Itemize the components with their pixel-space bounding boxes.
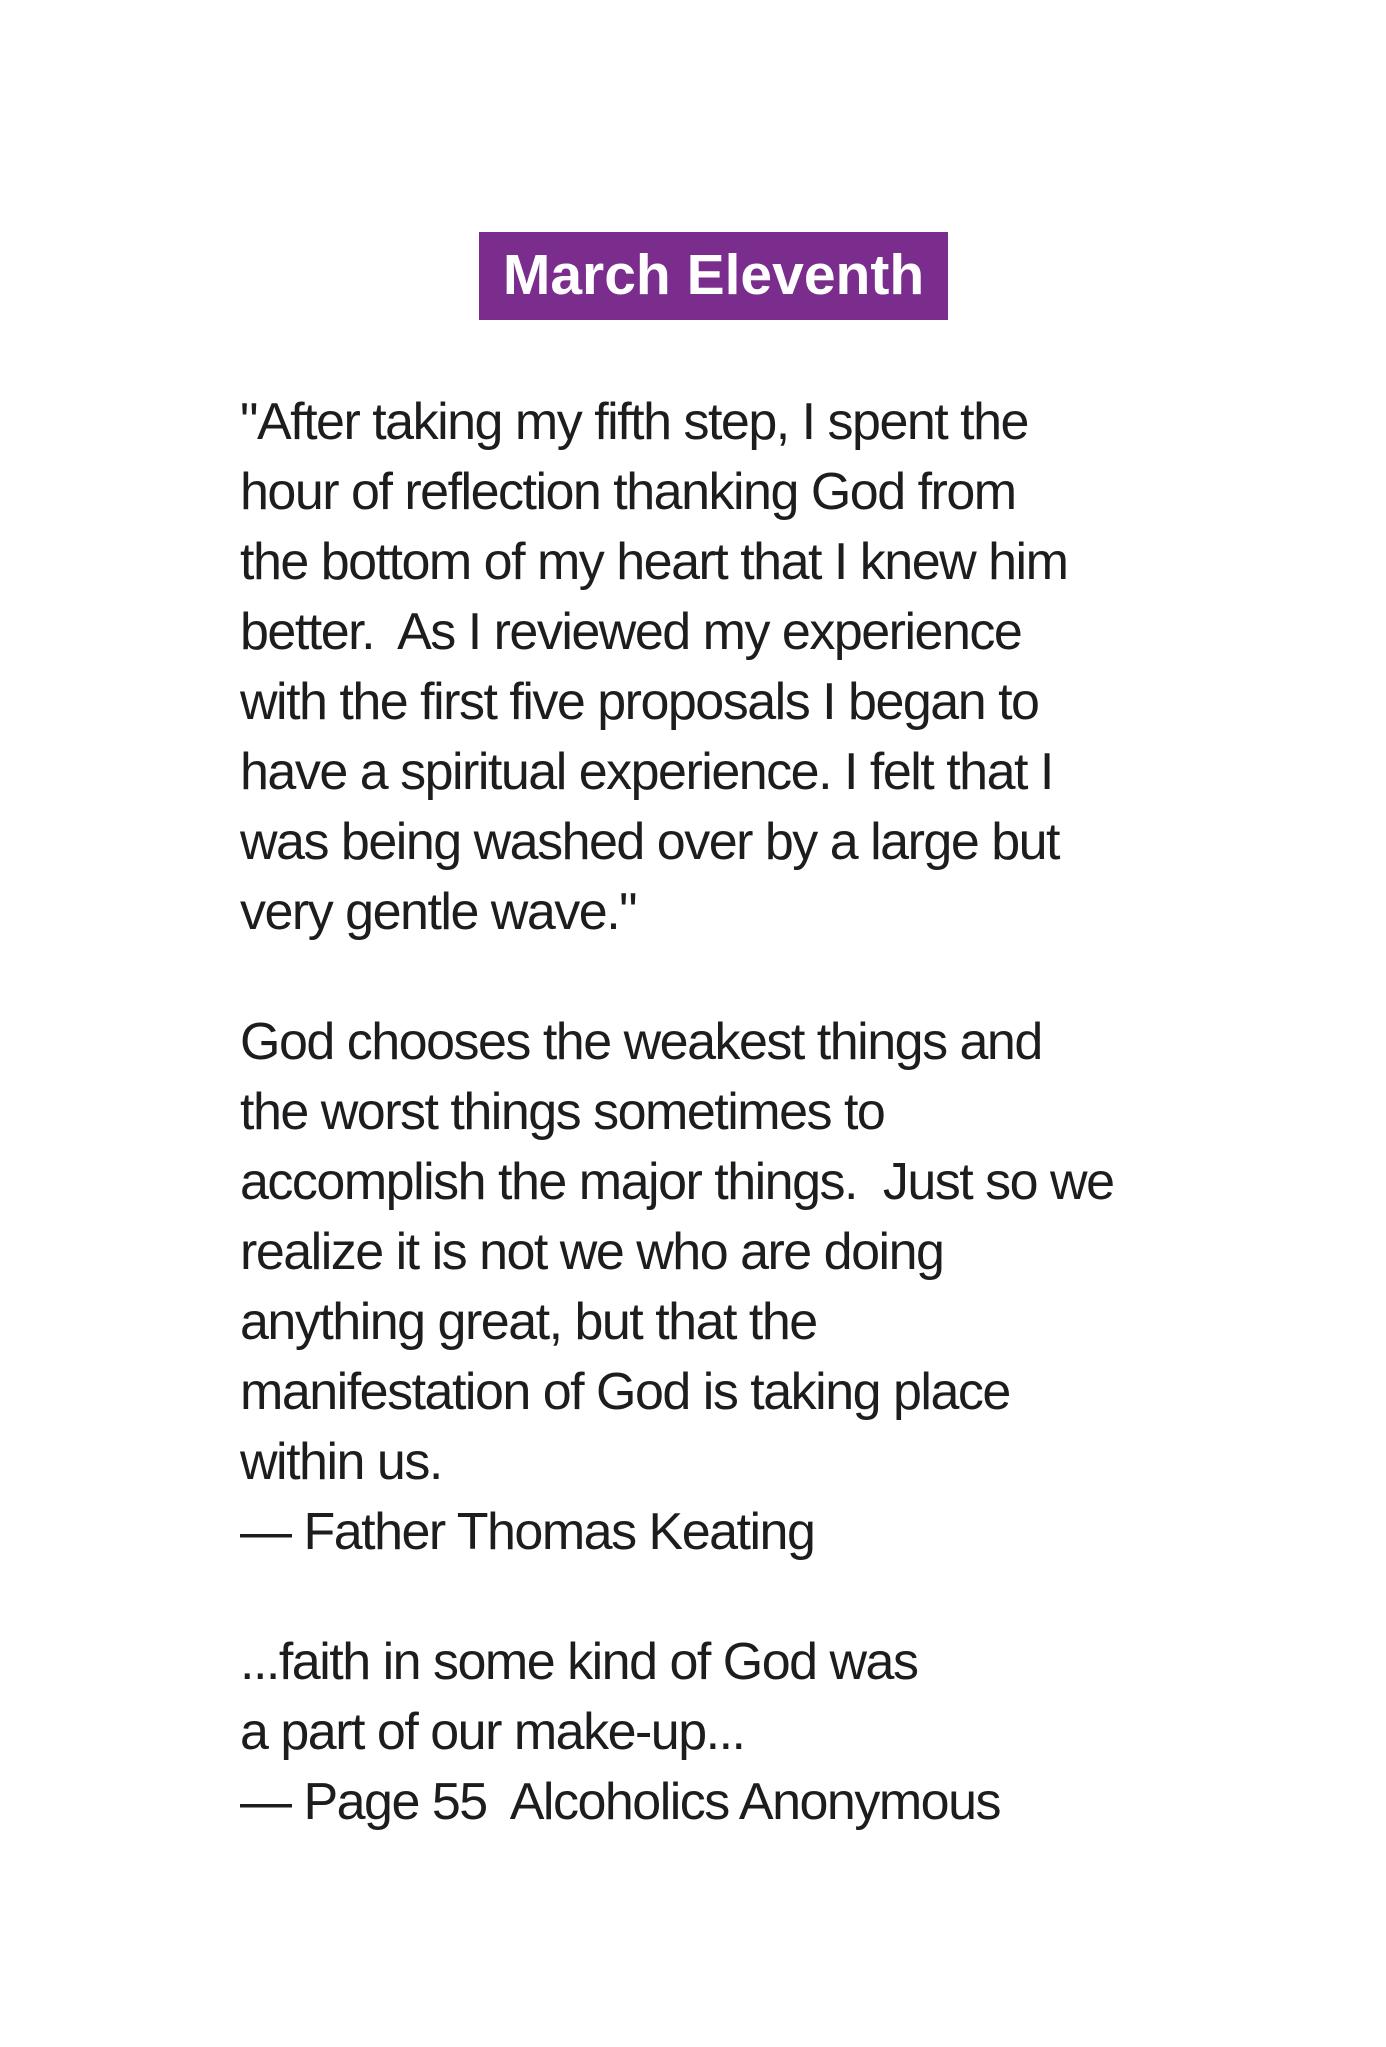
text-line: the worst things sometimes to — [240, 1083, 885, 1141]
text-line: with the first five proposals I began to — [240, 673, 1039, 731]
text-line: anything great, but that the — [240, 1293, 817, 1351]
text-line: was being washed over by a large but — [240, 813, 1059, 871]
paragraph-big-book-passage — [240, 1627, 1326, 1837]
text-line: better. As I reviewed my experience — [240, 603, 1022, 661]
paragraph-fifth-step-quote — [240, 387, 1326, 947]
text-line: — Page 55 Alcoholics Anonymous — [240, 1773, 1000, 1831]
text-line: hour of reflection thanking God from — [240, 463, 1016, 521]
text-line: God chooses the weakest things and — [240, 1013, 1042, 1071]
text-line: a part of our make-up... — [240, 1703, 745, 1761]
text-line: accomplish the major things. Just so we — [240, 1153, 1114, 1211]
text-line: — Father Thomas Keating — [240, 1503, 815, 1561]
text-line: the bottom of my heart that I knew him — [240, 533, 1068, 591]
text-line: within us. — [240, 1433, 442, 1491]
text-line: "After taking my fifth step, I spent the — [240, 393, 1028, 451]
body-text — [240, 387, 1326, 1897]
text-line: have a spiritual experience. I felt that I — [240, 743, 1053, 801]
text-line: ...faith in some kind of God was — [240, 1633, 918, 1691]
text-line: very gentle wave." — [240, 883, 637, 941]
paragraph-keating-passage — [240, 1007, 1326, 1567]
text-line: manifestation of God is taking place — [240, 1363, 1010, 1421]
page-title: March Eleventh — [479, 232, 948, 320]
text-line: realize it is not we who are doing — [240, 1223, 944, 1281]
